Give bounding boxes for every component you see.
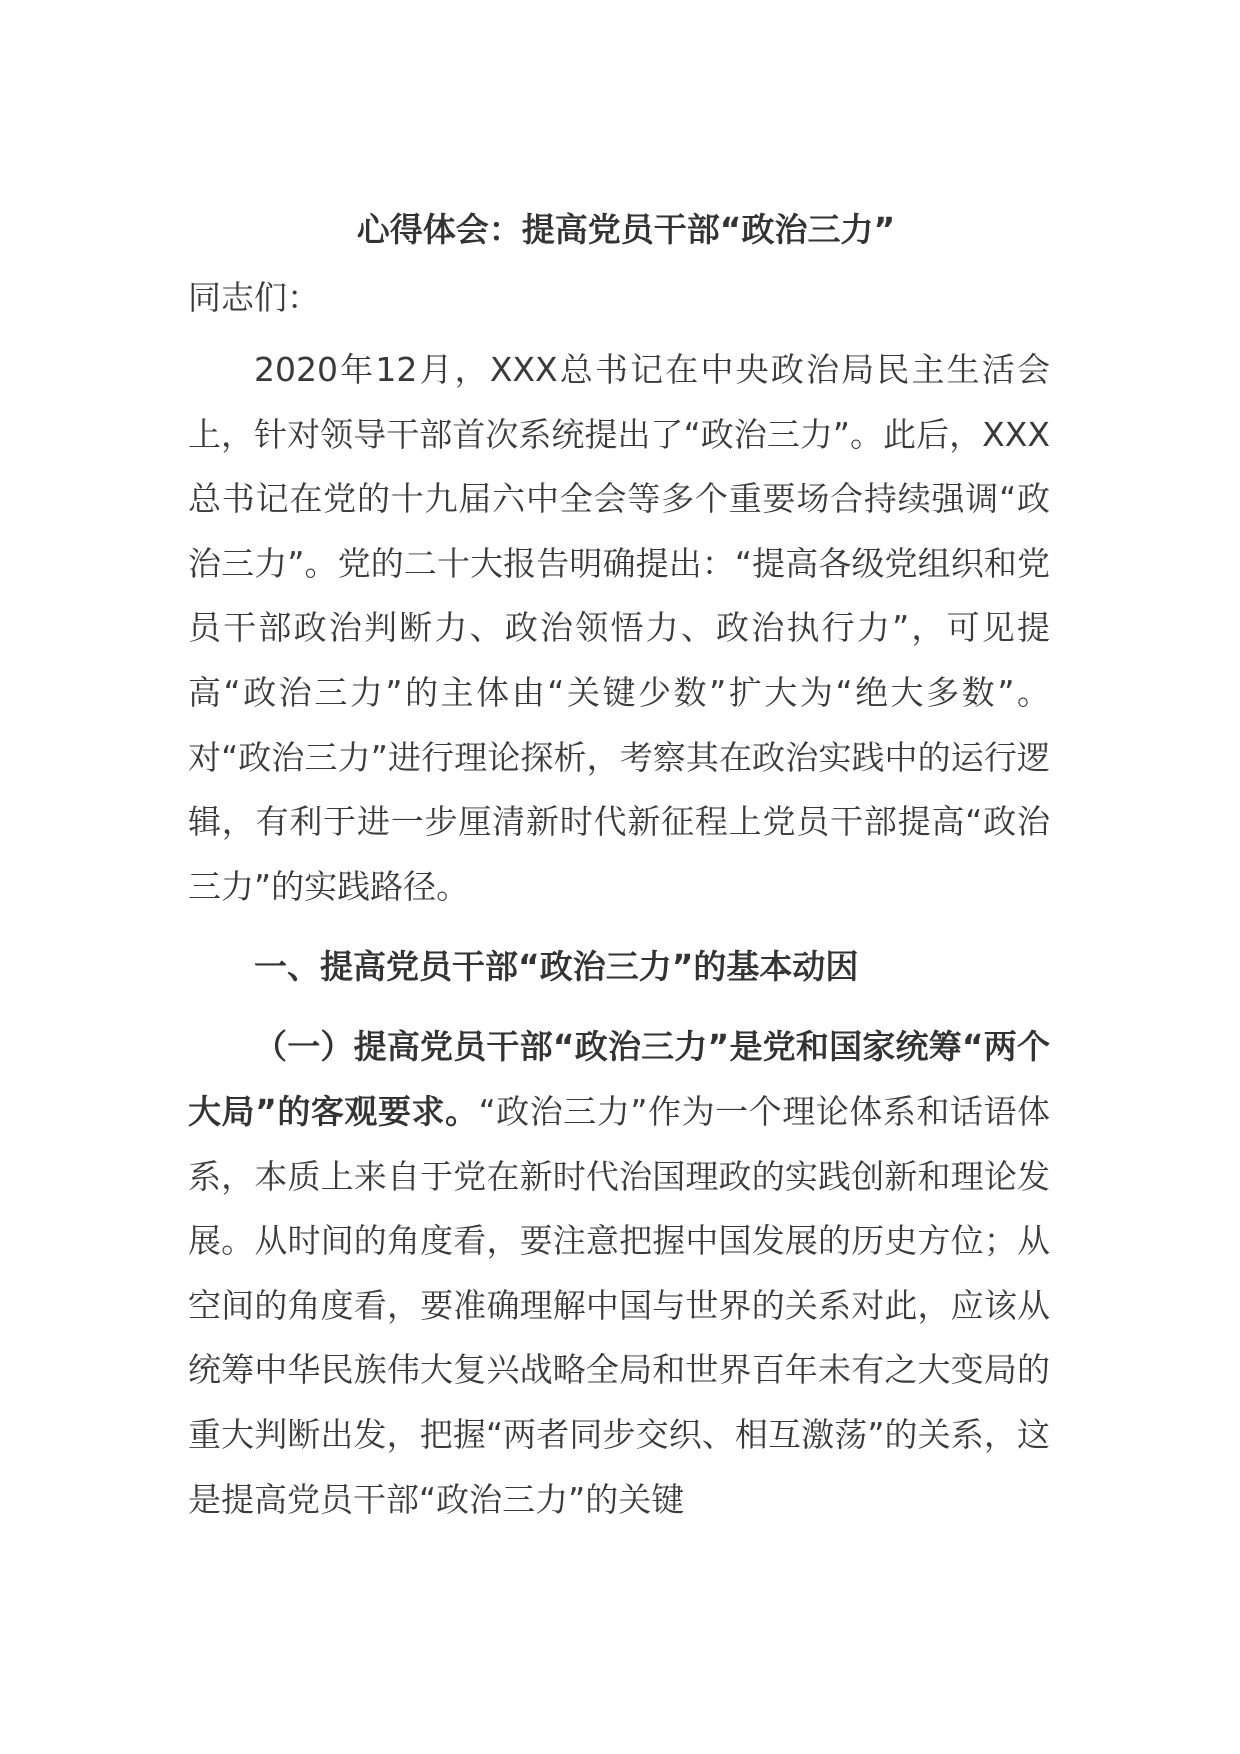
greeting: 同志们： xyxy=(188,278,320,317)
section-heading-1: 一、提高党员干部“政治三力”的基本动因 xyxy=(254,947,859,987)
document-page xyxy=(188,198,1050,1548)
subsection-lead-1: （一）提高党员干部“政治三力”是党和国家统筹“两个大局”的客观要求。 xyxy=(188,1027,1050,1131)
subsection-paragraph-1 xyxy=(188,1015,1050,1532)
document-title: 心得体会：提高党员干部“政治三力” xyxy=(356,210,896,249)
subsection-body-1: “政治三力”作为一个理论体系和话语体系，本质上来自于党在新时代治国理政的实践创新和理论发展。从时间的角度看，要注意把握中国发展的历史方位；从空间的角度看，要准确理解中国与世界的关系对此，应该从统筹中华民族伟大复兴战略全局和世界百年未有之大变局的重大判断出发，把握“两者同步交织、相互激荡”的关系，这是提高党员干部“政治三力”的关键 xyxy=(188,1091,1050,1519)
paragraph-intro: 2020年12月，XXX总书记在中央政治局民主生活会上，针对领导干部首次系统提出了“政治三力”。此后，XXX总书记在党的十九届六中全会等多个重要场合持续强调“政治三力”。党的二十大报告明确提出：“提高各级党组织和党员干部政治判断力、政治领悟力、政治执行力”，可见提高“政治三力”的主体由“关键少数”扩大为“绝大多数”。对“政治三力”进行理论探析，考察其在政治实践中的运行逻辑，有利于进一步厘清新时代新征程上党员干部提高“政治三力”的实践路径。 xyxy=(188,350,1050,906)
